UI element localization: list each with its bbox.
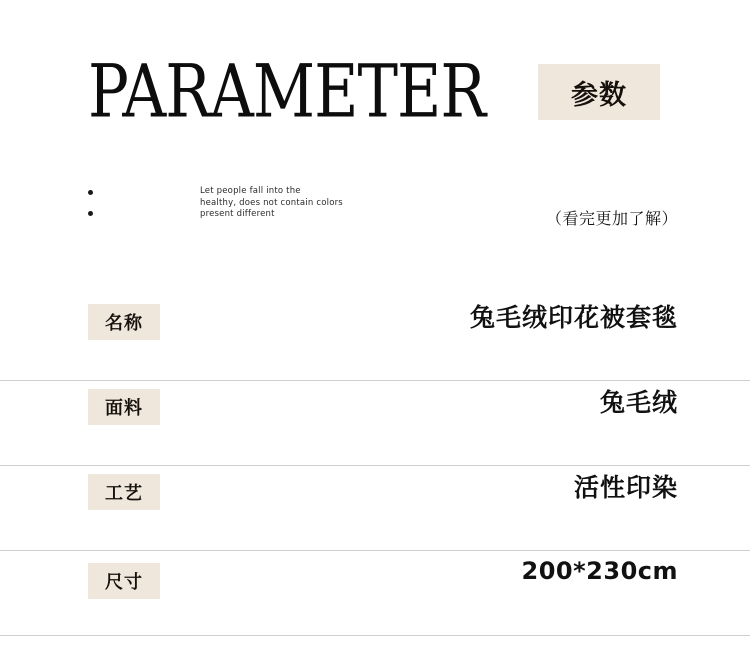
spec-value: 兔毛绒: [599, 388, 678, 417]
spec-value: 200*230cm: [521, 557, 678, 585]
table-row: [0, 466, 750, 551]
spec-table: [0, 296, 750, 636]
page-title: PARAMETER: [88, 48, 486, 135]
intro-block: [0, 180, 750, 250]
intro-english-text: [200, 186, 430, 221]
spec-label: 面料: [88, 389, 160, 425]
intro-line: Let people fall into the: [200, 186, 301, 196]
bullet-dot-icon: [88, 211, 93, 216]
spec-label: 名称: [88, 304, 160, 340]
title-badge-label: 参数: [571, 79, 627, 111]
table-row: [0, 381, 750, 466]
table-row: [0, 551, 750, 636]
spec-label: 尺寸: [88, 563, 160, 599]
page-header: [0, 48, 750, 138]
spec-value: 兔毛绒印花被套毯: [469, 303, 678, 332]
bullet-dot-icon: [88, 190, 93, 195]
spec-value: 活性印染: [573, 473, 678, 502]
spec-label: 工艺: [88, 474, 160, 510]
intro-line: healthy, does not contain colors: [200, 197, 343, 208]
table-row: [0, 296, 750, 381]
bullet-markers: [88, 190, 118, 216]
title-badge: [538, 64, 660, 120]
intro-line: present different: [200, 209, 275, 219]
intro-note: （看完更加了解）: [545, 209, 678, 228]
